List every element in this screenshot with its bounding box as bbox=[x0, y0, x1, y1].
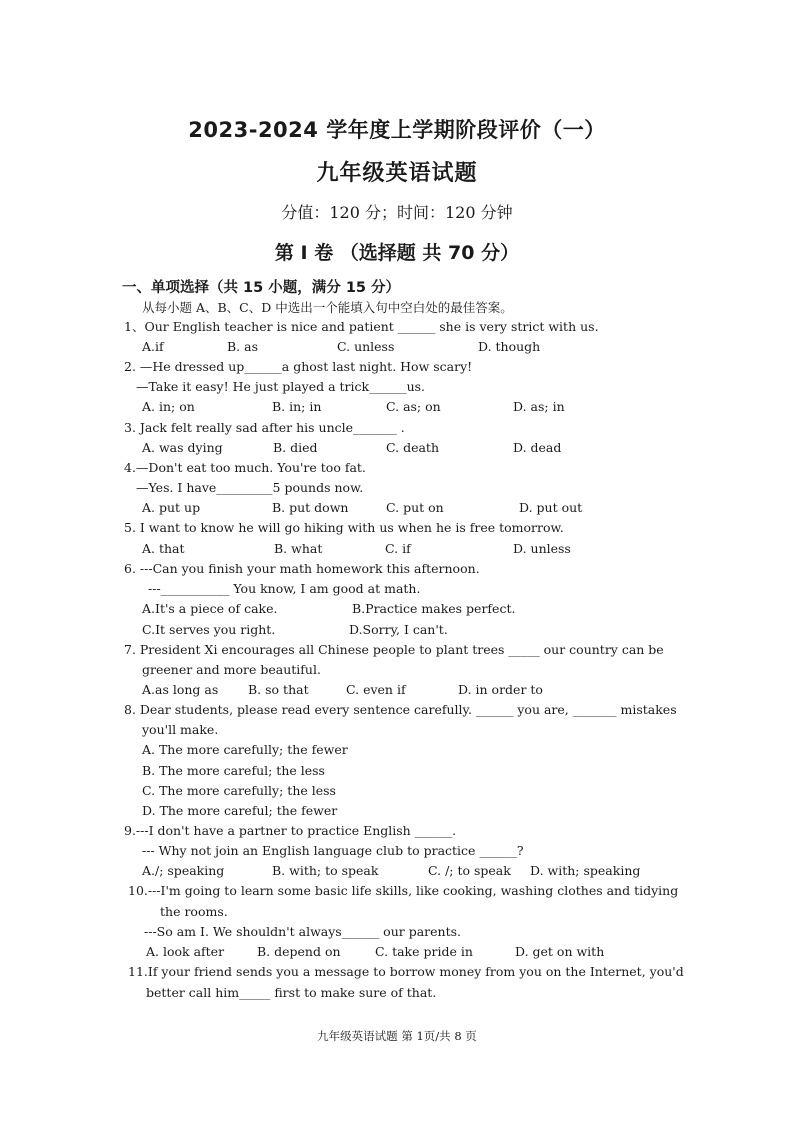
option: C. if bbox=[385, 541, 411, 556]
option: B. in; in bbox=[272, 399, 322, 414]
option: A. put up bbox=[142, 500, 201, 515]
option: C. put on bbox=[386, 500, 444, 515]
part-heading: 第 I 卷 （选择题 共 70 分） bbox=[274, 242, 520, 264]
score-time-info: 分值：120 分；时间：120 分钟 bbox=[281, 203, 513, 222]
option: A. in; on bbox=[142, 399, 195, 414]
question-stem: better call him_____ first to make sure of that. bbox=[146, 985, 437, 1000]
question-stem: greener and more beautiful. bbox=[142, 662, 321, 677]
option: D. dead bbox=[513, 440, 562, 455]
option: A. look after bbox=[146, 944, 225, 959]
question-stem: the rooms. bbox=[160, 904, 228, 919]
question-stem: 11.If your friend sends you a message to borrow money from you on the Internet, you'd bbox=[128, 964, 684, 979]
question-stem: 7. President Xi encourages all Chinese people to plant trees _____ our country can be bbox=[124, 642, 664, 657]
question-stem: 1、Our English teacher is nice and patient ______ she is very strict with us. bbox=[124, 319, 599, 334]
option: A.It's a piece of cake. bbox=[142, 601, 278, 616]
option: B.Practice makes perfect. bbox=[352, 601, 516, 616]
option: C. even if bbox=[346, 682, 406, 697]
question-stem: 8. Dear students, please read every sentence carefully. ______ you are, _______ mistakes bbox=[124, 702, 677, 717]
option: A. was dying bbox=[142, 440, 223, 455]
exam-subtitle: 九年级英语试题 bbox=[316, 161, 478, 186]
option: C. take pride in bbox=[375, 944, 473, 959]
option: D. The more careful; the fewer bbox=[142, 803, 338, 818]
question-stem: --- Why not join an English language club to practice ______? bbox=[142, 843, 524, 858]
question-stem: —Take it easy! He just played a trick______us. bbox=[136, 379, 426, 394]
option: B. as bbox=[227, 339, 258, 354]
option: D. though bbox=[478, 339, 541, 354]
option: A. The more carefully; the fewer bbox=[142, 742, 348, 757]
option: C.It serves you right. bbox=[142, 622, 276, 637]
option: B. so that bbox=[248, 682, 309, 697]
question-stem: ---___________ You know, I am good at math. bbox=[148, 581, 421, 596]
option: D. as; in bbox=[513, 399, 565, 414]
question-stem: 2. —He dressed up______a ghost last night. How scary! bbox=[124, 359, 473, 374]
section-instruction: 从每小题 A、B、C、D 中选出一个能填入句中空白处的最佳答案。 bbox=[142, 300, 513, 315]
section-title: 一、单项选择（共 15 小题，满分 15 分） bbox=[122, 280, 401, 296]
option: D. with; speaking bbox=[530, 863, 641, 878]
option: A.as long as bbox=[142, 682, 219, 697]
option: D. in order to bbox=[458, 682, 543, 697]
question-stem: 5. I want to know he will go hiking with us when he is free tomorrow. bbox=[124, 520, 564, 535]
option: B. with; to speak bbox=[272, 863, 379, 878]
option: C. The more carefully; the less bbox=[142, 783, 336, 798]
option: C. unless bbox=[337, 339, 395, 354]
option: B. what bbox=[274, 541, 323, 556]
option: B. The more careful; the less bbox=[142, 763, 325, 778]
question-stem: —Yes. I have_________5 pounds now. bbox=[136, 480, 364, 495]
option: A. that bbox=[142, 541, 185, 556]
option: D. get on with bbox=[515, 944, 605, 959]
question-stem: ---So am I. We shouldn't always______ our parents. bbox=[144, 924, 461, 939]
option: D. unless bbox=[513, 541, 571, 556]
exam-title: 2023-2024 学年度上学期阶段评价（一） bbox=[188, 118, 606, 142]
option: C. as; on bbox=[386, 399, 441, 414]
page-footer: 九年级英语试题 第 1页/共 8 页 bbox=[317, 1029, 477, 1043]
option: A.if bbox=[142, 339, 164, 354]
option: D. put out bbox=[519, 500, 583, 515]
option: C. /; to speak bbox=[428, 863, 511, 878]
question-stem: 3. Jack felt really sad after his uncle_______ . bbox=[124, 420, 405, 435]
option: D.Sorry, I can't. bbox=[349, 622, 448, 637]
question-stem: 9.---I don't have a partner to practice English ______. bbox=[124, 823, 457, 838]
question-stem: you'll make. bbox=[142, 722, 219, 737]
option: B. died bbox=[273, 440, 318, 455]
question-stem: 10.---I'm going to learn some basic life skills, like cooking, washing clothes and tidying bbox=[128, 883, 679, 898]
option: B. depend on bbox=[257, 944, 341, 959]
option: A./; speaking bbox=[142, 863, 225, 878]
option: B. put down bbox=[272, 500, 349, 515]
question-stem: 4.—Don't eat too much. You're too fat. bbox=[124, 460, 366, 475]
question-stem: 6. ---Can you finish your math homework this afternoon. bbox=[124, 561, 480, 576]
option: C. death bbox=[386, 440, 439, 455]
